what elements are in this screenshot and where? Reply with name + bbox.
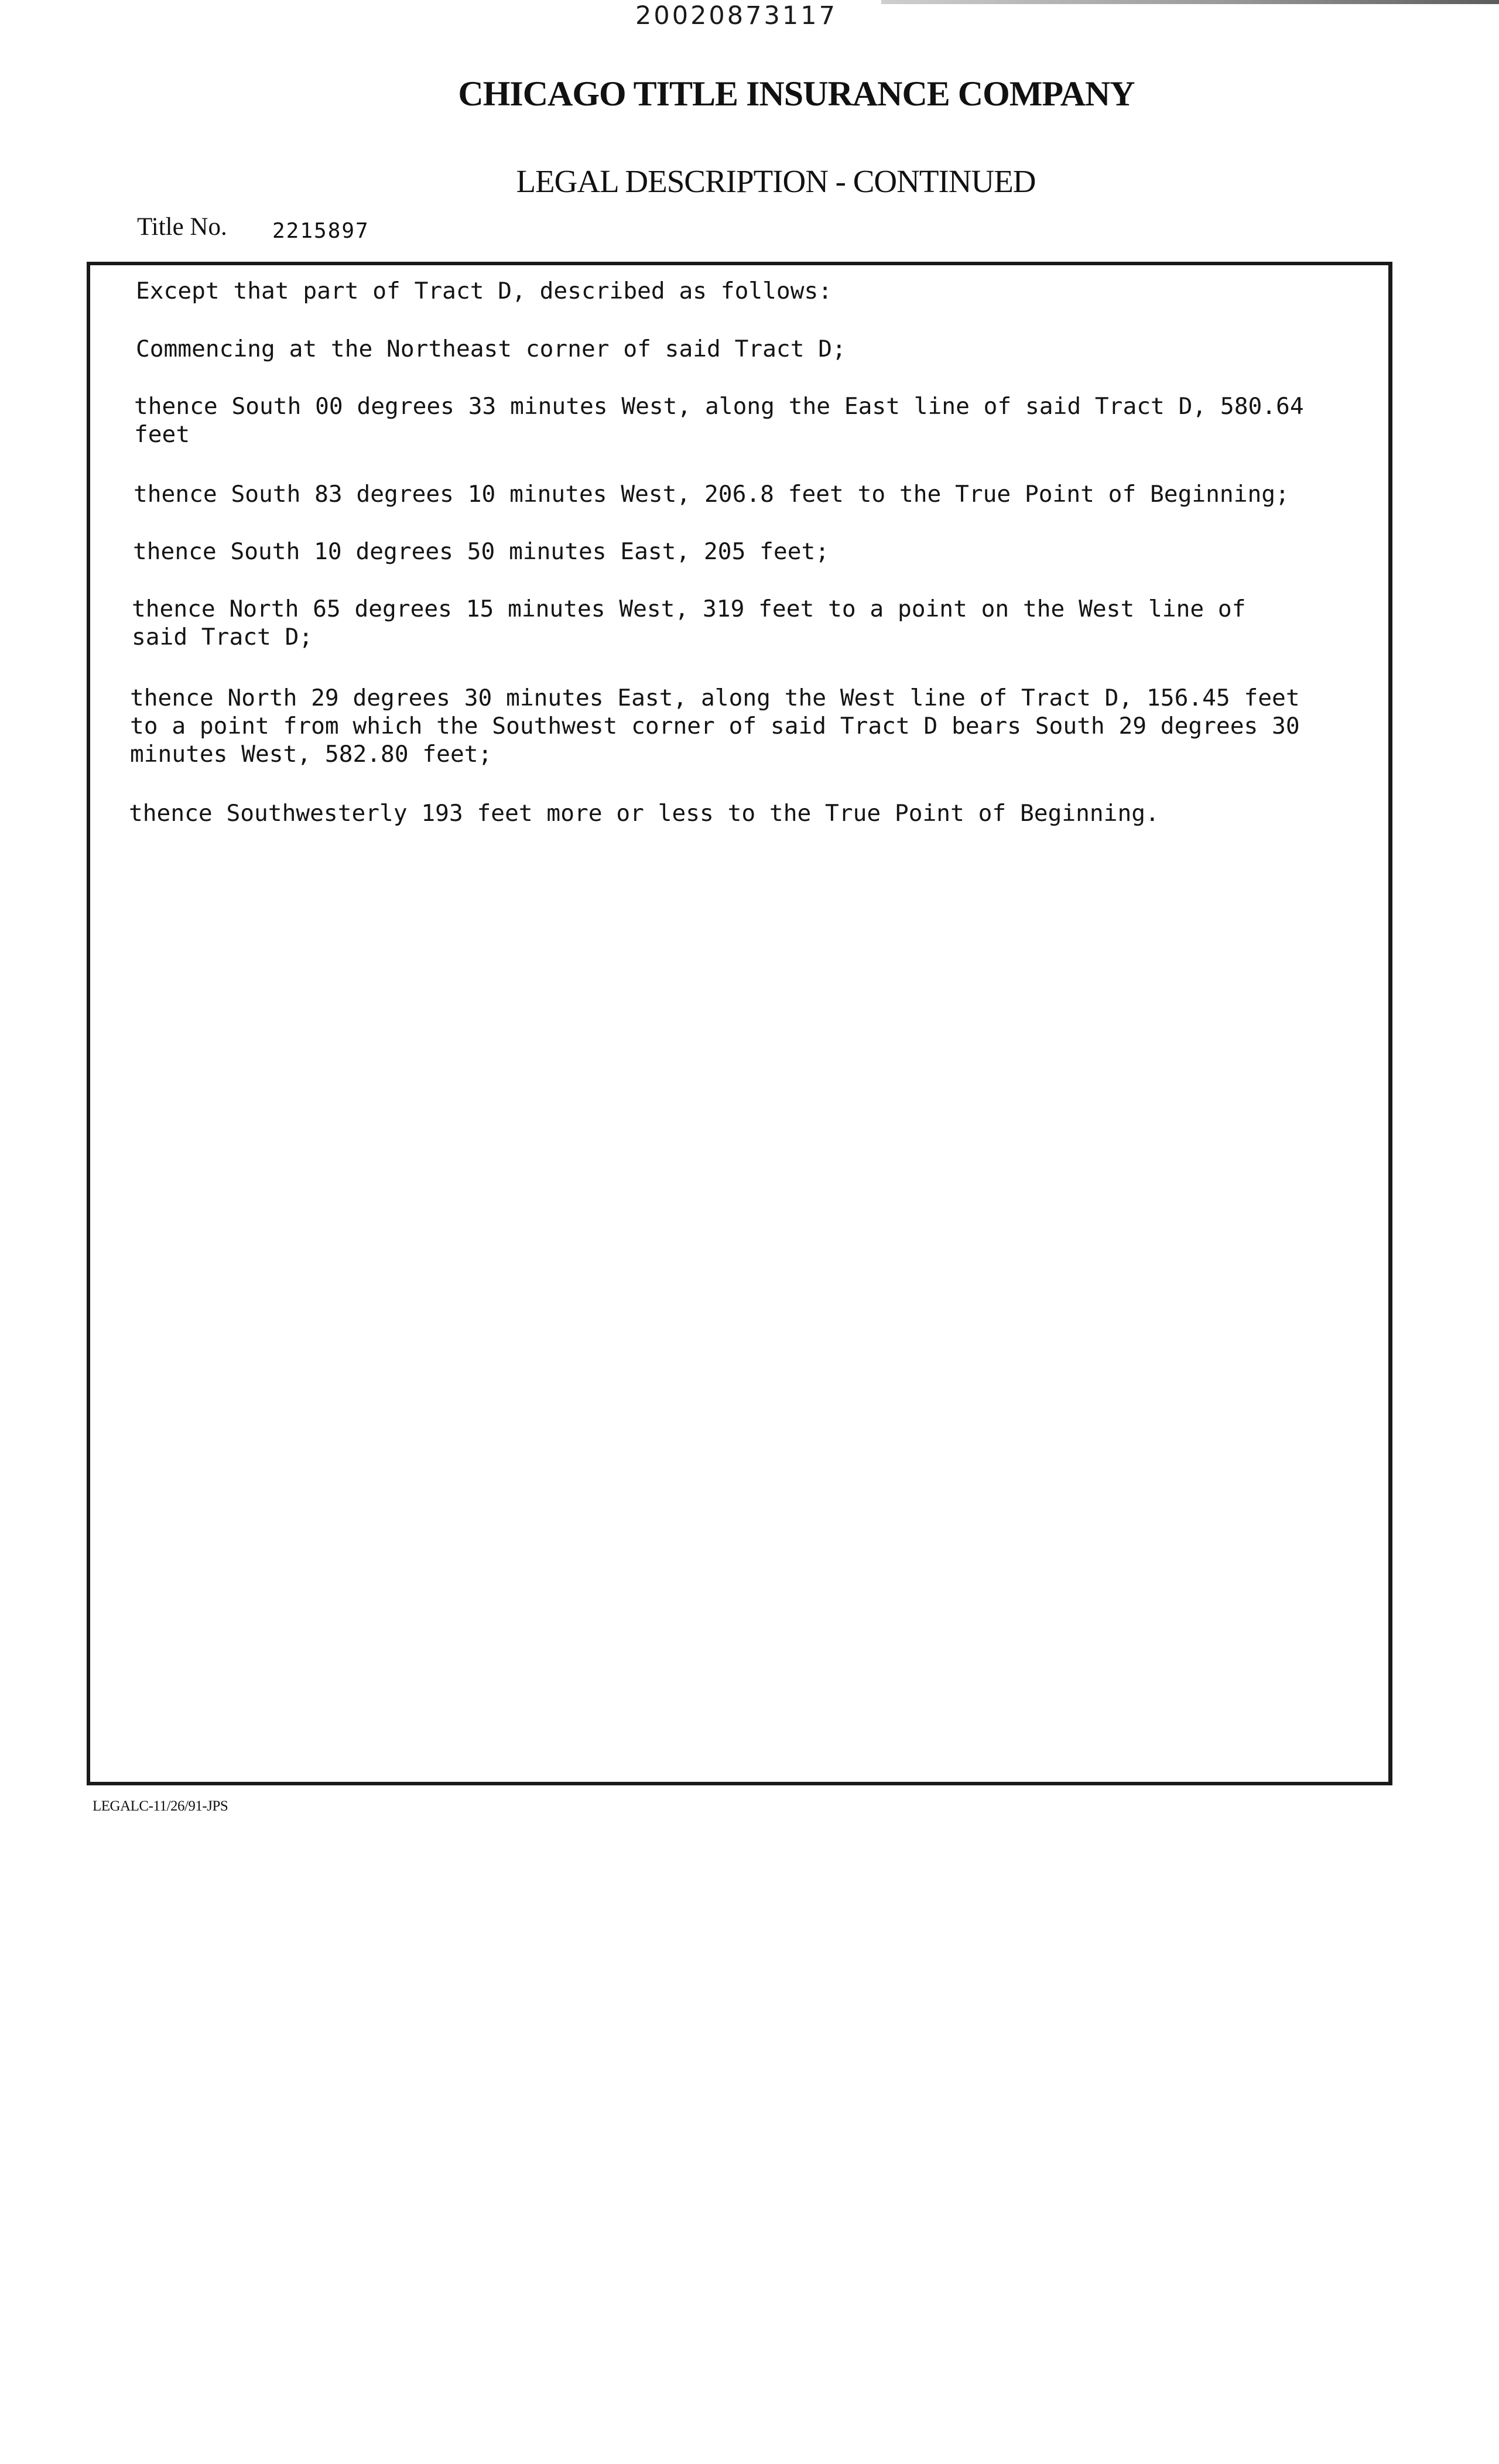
title-number-label: Title No. — [137, 213, 227, 241]
legal-line: minutes West, 582.80 feet; — [130, 741, 492, 768]
legal-line: Commencing at the Northeast corner of said Tract D; — [136, 336, 846, 362]
legal-line: to a point from which the Southwest corner of said Tract D bears South 29 degrees 30 — [130, 713, 1300, 740]
scan-edge-artifact — [881, 0, 1499, 4]
legal-line: feet — [134, 421, 190, 448]
form-code: LEGALC-11/26/91-JPS — [93, 1798, 228, 1814]
company-name: CHICAGO TITLE INSURANCE COMPANY — [458, 74, 1135, 113]
legal-line: thence Southwesterly 193 feet more or less to the True Point of Beginning. — [129, 800, 1159, 827]
document-number: 20020873117 — [635, 1, 837, 30]
legal-line: Except that part of Tract D, described as follows: — [136, 278, 833, 304]
legal-line: thence South 83 degrees 10 minutes West, 206.8 feet to the True Point of Beginning; — [134, 481, 1289, 508]
legal-line: thence North 65 degrees 15 minutes West, 319 feet to a point on the West line of — [132, 596, 1246, 622]
title-number-value: 2215897 — [272, 219, 369, 243]
legal-line: thence South 00 degrees 33 minutes West, along the East line of said Tract D, 580.64 — [134, 393, 1304, 420]
legal-line: said Tract D; — [132, 624, 313, 651]
section-title: LEGAL DESCRIPTION - CONTINUED — [516, 163, 1036, 199]
legal-line: thence North 29 degrees 30 minutes East, along the West line of Tract D, 156.45 feet — [130, 685, 1300, 711]
legal-line: thence South 10 degrees 50 minutes East, 205 feet; — [133, 538, 830, 565]
